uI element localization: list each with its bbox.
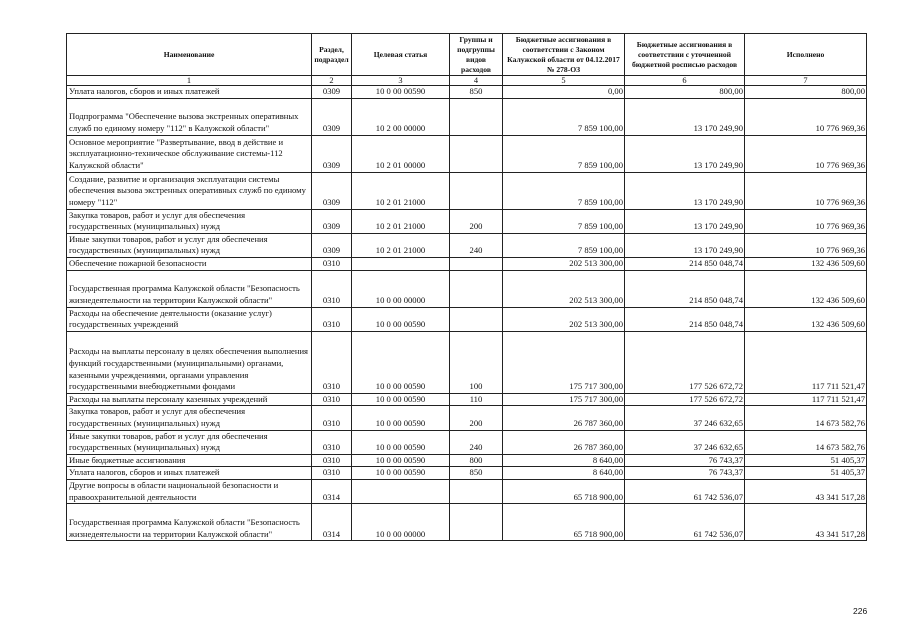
row-group — [450, 479, 503, 503]
row-name: Уплата налогов, сборов и иных платежей — [67, 86, 312, 99]
row-executed-amount: 51 405,37 — [745, 467, 867, 480]
row-executed-amount: 132 436 509,60 — [745, 270, 867, 307]
row-target: 10 0 00 00590 — [352, 307, 450, 331]
row-name: Создание, развитие и организация эксплуатации системы обеспечения вызова экстренных оперативных служб по единому номеру "112" — [67, 172, 312, 209]
row-group — [450, 257, 503, 270]
table-row — [67, 430, 867, 454]
row-law-amount: 26 787 360,00 — [503, 406, 625, 430]
row-executed-amount: 132 436 509,60 — [745, 257, 867, 270]
row-name: Иные закупки товаров, работ и услуг для обеспечения государственных (муниципальных) нужд — [67, 233, 312, 257]
row-group — [450, 504, 503, 541]
row-refined-amount: 76 743,37 — [625, 467, 745, 480]
header-section: Раздел, подраздел — [312, 34, 352, 76]
row-section: 0309 — [312, 172, 352, 209]
row-executed-amount: 10 776 969,36 — [745, 233, 867, 257]
row-law-amount: 8 640,00 — [503, 454, 625, 467]
col-number: 5 — [503, 76, 625, 86]
row-group — [450, 135, 503, 172]
row-refined-amount: 177 526 672,72 — [625, 331, 745, 393]
table-row — [67, 454, 867, 467]
row-name: Закупка товаров, работ и услуг для обеспечения государственных (муниципальных) нужд — [67, 209, 312, 233]
row-law-amount: 26 787 360,00 — [503, 430, 625, 454]
row-target: 10 0 00 00590 — [352, 430, 450, 454]
row-executed-amount: 43 341 517,28 — [745, 504, 867, 541]
row-law-amount: 65 718 900,00 — [503, 504, 625, 541]
table-row — [67, 270, 867, 307]
row-section: 0310 — [312, 406, 352, 430]
budget-table — [66, 33, 867, 541]
row-target: 10 2 01 21000 — [352, 209, 450, 233]
row-name: Подпрограмма "Обеспечение вызова экстренных оперативных служб по единому номеру "112" в Калужской области" — [67, 98, 312, 135]
col-number: 1 — [67, 76, 312, 86]
row-section: 0314 — [312, 479, 352, 503]
row-group: 240 — [450, 430, 503, 454]
row-group: 850 — [450, 86, 503, 99]
row-section: 0309 — [312, 209, 352, 233]
col-number: 4 — [450, 76, 503, 86]
row-section: 0309 — [312, 86, 352, 99]
header-target: Целевая статья — [352, 34, 450, 76]
row-section: 0310 — [312, 270, 352, 307]
row-name: Закупка товаров, работ и услуг для обеспечения государственных (муниципальных) нужд — [67, 406, 312, 430]
row-executed-amount: 10 776 969,36 — [745, 98, 867, 135]
header-name: Наименование — [67, 34, 312, 76]
row-target — [352, 479, 450, 503]
row-law-amount: 175 717 300,00 — [503, 331, 625, 393]
row-group: 200 — [450, 209, 503, 233]
row-law-amount: 7 859 100,00 — [503, 98, 625, 135]
row-refined-amount: 37 246 632,65 — [625, 406, 745, 430]
row-group — [450, 172, 503, 209]
row-refined-amount: 13 170 249,90 — [625, 98, 745, 135]
row-name: Иные бюджетные ассигнования — [67, 454, 312, 467]
row-section: 0310 — [312, 454, 352, 467]
table-row — [67, 98, 867, 135]
row-section: 0309 — [312, 233, 352, 257]
row-name: Другие вопросы в области национальной безопасности и правоохранительной деятельности — [67, 479, 312, 503]
row-target: 10 0 00 00590 — [352, 406, 450, 430]
column-numbers-row — [67, 76, 867, 86]
row-group: 100 — [450, 331, 503, 393]
page-number: 226 — [853, 606, 868, 616]
row-refined-amount: 214 850 048,74 — [625, 307, 745, 331]
row-target: 10 0 00 00590 — [352, 454, 450, 467]
header-groups: Группы и подгруппы видов расходов — [450, 34, 503, 76]
row-executed-amount: 117 711 521,47 — [745, 393, 867, 406]
row-name: Расходы на обеспечение деятельности (оказание услуг) государственных учреждений — [67, 307, 312, 331]
row-refined-amount: 214 850 048,74 — [625, 257, 745, 270]
table-row — [67, 331, 867, 393]
row-refined-amount: 13 170 249,90 — [625, 209, 745, 233]
row-name: Государственная программа Калужской области "Безопасность жизнедеятельности на территории Калужской области" — [67, 270, 312, 307]
row-refined-amount: 177 526 672,72 — [625, 393, 745, 406]
row-section: 0310 — [312, 393, 352, 406]
row-group: 240 — [450, 233, 503, 257]
row-group: 850 — [450, 467, 503, 480]
row-executed-amount: 10 776 969,36 — [745, 209, 867, 233]
table-row — [67, 172, 867, 209]
row-law-amount: 7 859 100,00 — [503, 135, 625, 172]
table-row — [67, 135, 867, 172]
row-executed-amount: 10 776 969,36 — [745, 135, 867, 172]
row-law-amount: 202 513 300,00 — [503, 257, 625, 270]
row-target: 10 2 00 00000 — [352, 98, 450, 135]
row-refined-amount: 61 742 536,07 — [625, 504, 745, 541]
table-row — [67, 307, 867, 331]
table-row — [67, 406, 867, 430]
row-executed-amount: 51 405,37 — [745, 454, 867, 467]
row-executed-amount: 14 673 582,76 — [745, 430, 867, 454]
row-law-amount: 202 513 300,00 — [503, 307, 625, 331]
row-name: Уплата налогов, сборов и иных платежей — [67, 467, 312, 480]
header-law: Бюджетные ассигнования в соответствии с Законом Калужской области от 04.12.2017 № 278-ОЗ — [503, 34, 625, 76]
row-refined-amount: 76 743,37 — [625, 454, 745, 467]
row-name: Государственная программа Калужской области "Безопасность жизнедеятельности на территории Калужской области" — [67, 504, 312, 541]
row-section: 0310 — [312, 430, 352, 454]
col-number: 6 — [625, 76, 745, 86]
row-refined-amount: 214 850 048,74 — [625, 270, 745, 307]
row-law-amount: 8 640,00 — [503, 467, 625, 480]
row-target: 10 0 00 00590 — [352, 86, 450, 99]
row-law-amount: 7 859 100,00 — [503, 172, 625, 209]
row-executed-amount: 800,00 — [745, 86, 867, 99]
header-refined: Бюджетные ассигнования в соответствии с уточненной бюджетной росписью расходов — [625, 34, 745, 76]
row-group — [450, 307, 503, 331]
row-section: 0314 — [312, 504, 352, 541]
row-section: 0309 — [312, 98, 352, 135]
row-group: 200 — [450, 406, 503, 430]
row-law-amount: 0,00 — [503, 86, 625, 99]
row-executed-amount: 10 776 969,36 — [745, 172, 867, 209]
header-row — [67, 34, 867, 76]
row-name: Иные закупки товаров, работ и услуг для обеспечения государственных (муниципальных) нужд — [67, 430, 312, 454]
row-target: 10 0 00 00590 — [352, 393, 450, 406]
row-target: 10 2 01 21000 — [352, 233, 450, 257]
table-row — [67, 257, 867, 270]
table-row — [67, 233, 867, 257]
row-section: 0310 — [312, 257, 352, 270]
table-row — [67, 479, 867, 503]
table-body — [67, 86, 867, 541]
row-law-amount: 7 859 100,00 — [503, 233, 625, 257]
row-refined-amount: 800,00 — [625, 86, 745, 99]
row-refined-amount: 13 170 249,90 — [625, 233, 745, 257]
row-executed-amount: 117 711 521,47 — [745, 331, 867, 393]
row-target: 10 2 01 21000 — [352, 172, 450, 209]
row-section: 0309 — [312, 135, 352, 172]
row-group — [450, 98, 503, 135]
row-name: Расходы на выплаты персоналу в целях обеспечения выполнения функций государственными (муниципальными) органами, казенными учреждениями, органами управления государственными внебюджетными фондами — [67, 331, 312, 393]
row-target — [352, 257, 450, 270]
row-law-amount: 65 718 900,00 — [503, 479, 625, 503]
row-section: 0310 — [312, 467, 352, 480]
header-executed: Исполнено — [745, 34, 867, 76]
row-name: Основное мероприятие "Развертывание, ввод в действие и эксплуатационно-техническое обслуживание системы-112 Калужской области" — [67, 135, 312, 172]
row-refined-amount: 13 170 249,90 — [625, 172, 745, 209]
row-target: 10 0 00 00590 — [352, 467, 450, 480]
row-name: Обеспечение пожарной безопасности — [67, 257, 312, 270]
table-row — [67, 504, 867, 541]
row-refined-amount: 13 170 249,90 — [625, 135, 745, 172]
row-group: 110 — [450, 393, 503, 406]
row-section: 0310 — [312, 307, 352, 331]
row-target: 10 2 01 00000 — [352, 135, 450, 172]
row-section: 0310 — [312, 331, 352, 393]
table-row — [67, 209, 867, 233]
row-law-amount: 202 513 300,00 — [503, 270, 625, 307]
row-executed-amount: 43 341 517,28 — [745, 479, 867, 503]
table-row — [67, 467, 867, 480]
row-executed-amount: 14 673 582,76 — [745, 406, 867, 430]
row-executed-amount: 132 436 509,60 — [745, 307, 867, 331]
col-number: 2 — [312, 76, 352, 86]
table-row — [67, 393, 867, 406]
row-refined-amount: 37 246 632,65 — [625, 430, 745, 454]
col-number: 3 — [352, 76, 450, 86]
row-law-amount: 7 859 100,00 — [503, 209, 625, 233]
row-target: 10 0 00 00000 — [352, 270, 450, 307]
row-target: 10 0 00 00000 — [352, 504, 450, 541]
row-law-amount: 175 717 300,00 — [503, 393, 625, 406]
row-target: 10 0 00 00590 — [352, 331, 450, 393]
row-name: Расходы на выплаты персоналу казенных учреждений — [67, 393, 312, 406]
row-group: 800 — [450, 454, 503, 467]
budget-document — [66, 33, 866, 541]
col-number: 7 — [745, 76, 867, 86]
row-refined-amount: 61 742 536,07 — [625, 479, 745, 503]
row-group — [450, 270, 503, 307]
table-row — [67, 86, 867, 99]
